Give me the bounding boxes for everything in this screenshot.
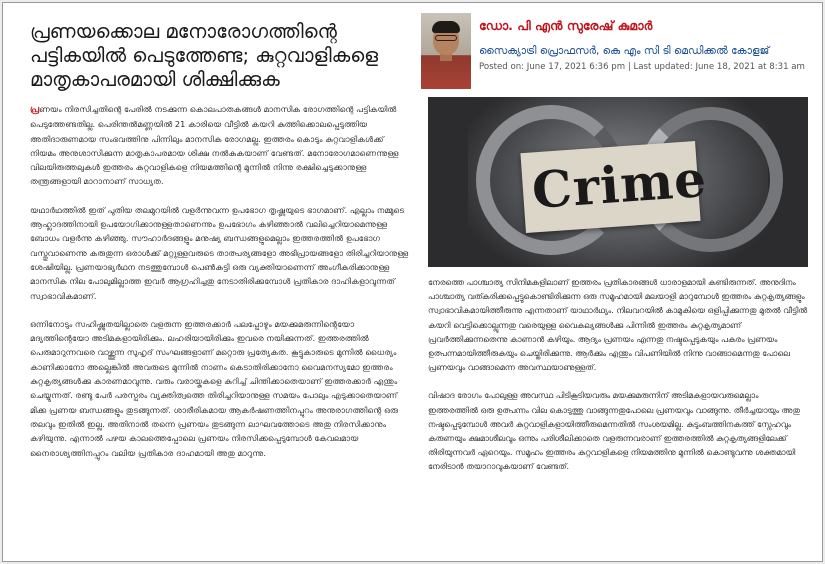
author-name[interactable]: ഡോ. പി എൻ സുരേഷ് കുമാർ (479, 18, 653, 33)
author-block (421, 13, 821, 95)
paragraph (30, 102, 410, 189)
article-body-left (30, 102, 410, 474)
paragraph: ഒന്നിനോടും സഹിഷ്ണുതയില്ലാതെ വളരുന്ന ഇത്തരക്കാർ പലപ്പോഴും മയക്കുമരുന്നിന്റെയോ മദ്യത്തിന്റെയോ അടിമകളായിരിക്കും. ലഹരിയായിരിക്കും ഇവരെ നയിക്കുന്നത്. ഇത്തരത്തിൽ പെരുമാറുന്നവരെ വാഴ്ത്തുന്ന സുഹൃദ് സംഘങ്ങളാണ് മറ്റൊരു പ്രത്യേകത. കൂട്ടുകാരുടെ മുന്നിൽ ധൈര്യം കാണിക്കാനോ അല്ലെങ്കിൽ അവരുടെ മുന്നിൽ നാണം കെടാതിരിക്കാനോ വൈമനസ്യമോ ഇത്തരം കുറ്റകൃത്യങ്ങൾക്കു കാരണമാവുന്നു. വരും വരായ്കകളെ കുറിച്ച് ചിന്തിക്കാതെയാണ് ഇത്തരക്കാർ എന്തും ചെയ്യുന്നത്. രണ്ടു പേർ പരസ്പരം വ്യക്തിത്വത്തെ തിരിച്ചറിയാനുള്ള സമയം പോലും എടുക്കാതെയാണ് മിക്ക പ്രണയ ബന്ധങ്ങളും തുടങ്ങുന്നത്. ശാരീരികമായ ആകർഷണത്തിനപ്പുറം അനുരാഗത്തിന്റെ ഒരു തലവും ഇതിൽ ഇല്ല. അതിനാൽ തന്നെ പ്രണയം തുടങ്ങുന്ന ലാഘവത്തോടെ അതു നിരസിക്കാനും കഴിയുന്നു. എന്നാൽ പഴയ കാലത്തെപ്പോലെ പ്രണയം നിരസിക്കപ്പെടുമ്പോൾ കേവലമായ നൈരാശ്യത്തിനപ്പുറം വലിയ പ്രതികാര ദാഹമായി അതു മാറുന്നു. (30, 318, 398, 458)
article-body-right (428, 276, 808, 489)
paragraph: വിഷാദ രോഗം പോലുള്ള അവസ്ഥ പിടികൂടിയവരും മയക്കുമരുന്നിന് അടിമകളായവരുമെല്ലാം ഇത്തരത്തിൽ ഒരു ഉത്പന്നം വില കൊടുത്തു വാങ്ങുന്നതുപോലെ പ്രണയവും വാങ്ങുന്നു. തീർച്ചയായും അതു നഷ്ടപ്പെടുമ്പോൾ അവർ കുറ്റവാളികളായിത്തീരുമെന്നതിൽ സംശയമില്ല. കുടുംബത്തിനകത്ത് സ്നേഹവും കരുണയും ക്ഷമാശീലവും ഒന്നും പരിശീലിക്കാതെ വളരുന്നവരാണ് ഇത്തരത്തിൽ കുറ്റകൃത്യങ്ങളിലേക്ക് തിരിയുന്നവർ ഏറെയും. സമൂഹം ഇത്തരം കുറ്റവാളികളെ നിയമത്തിനു മുന്നിൽ കൊണ്ടുവന്നു ശക്തമായി നേരിടാൻ തയാറാവുകയാണ് വേണ്ടത്. (428, 391, 800, 472)
page-frame (2, 2, 823, 562)
paragraph-text: ണയം നിരസിച്ചതിന്റെ പേരിൽ നടക്കുന്ന കൊലപാതകങ്ങൾ മാനസിക രോഗത്തിന്റെ പട്ടികയിൽ പെടുത്തേണ്ടതില്ല. പെരിന്തൽമണ്ണയിൽ 21 കാരിയെ വീട്ടിൽ കയറി കുത്തിക്കൊലപ്പെടുത്തിയ അതിദാരുണമായ സംഭവത്തിനു പിന്നിലും മാനസിക രോഗമല്ല. ഇത്തരം കൊടും കുറ്റവാളികൾക്ക് നിയമം അനുശാസിക്കുന്ന മാതൃകാപരമായ ശിക്ഷ നൽകുകയാണ് വേണ്ടത്. മനോരോഗമാണെന്നുള്ള വിലയിരുത്തലുകൾ ഇത്തരം കുറ്റവാളികളെ നിയമത്തിന്റെ മുന്നിൽ നിന്നു രക്ഷിച്ചെടുക്കാനുള്ള തന്ത്രങ്ങളായി മാറാനാണ് സാധ്യത. (30, 104, 399, 187)
article-headline: പ്രണയക്കൊല മനോരോഗത്തിന്റെ പട്ടികയിൽ പെടുത്തേണ്ട; കുറ്റവാളികളെ മാതൃകാപരമായി ശിക്ഷിക്കുക (30, 20, 379, 91)
author-role: സൈക്യാട്രി പ്രൊഫസർ, കെ എം സി ടി മെഡിക്കൽ കോളജ് (479, 45, 770, 57)
post-meta: Posted on: June 17, 2021 6:36 pm | Last updated: June 18, 2021 at 8:31 am (479, 62, 805, 72)
drop-cap: പ്ര (30, 105, 40, 115)
article-image-crime (428, 97, 808, 267)
author-avatar (421, 13, 471, 89)
paragraph: യഥാർഥത്തിൽ ഇത് പുതിയ തലമുറയിൽ വളർന്നുവന്ന ഉപഭോഗ തൃഷ്ണയുടെ ഭാഗമാണ്. എല്ലാം നമ്മുടെ ആഹ്ലാദത്തിനായി ഉപയോഗിക്കാനുള്ളതാണെന്നും ഉപഭോഗം കഴിഞ്ഞാൽ വലിച്ചെറിയാമെന്നുള്ള ബോധം വളർന്നു കഴിഞ്ഞു. സൗഹാർദങ്ങളും മനുഷ്യ ബന്ധങ്ങളുമെല്ലാം ഇത്തരത്തിൽ ഉപഭോഗ വസ്തുവാണെന്നു കരുതുന്ന ഒരാൾക്ക് മറ്റുള്ളവരുടെ താത്പര്യങ്ങളോ അഭിപ്രായങ്ങളോ തിരിച്ചറിയാനുള്ള ശേഷിയില്ല. പ്രണയാഭ്യർഥന നടത്തുമ്പോൾ പെൺകുട്ടി ഒരു വ്യക്തിയാണെന്ന് അംഗീകരിക്കാനുള്ള മാനസിക നില പോലുമില്ലാത്ത ഇവർ ആഗ്രഹിച്ചതു നേടാതിരിക്കുമ്പോൾ പ്രതികാര ദാഹികളാവുന്നത് സ്വാഭാവികമാണ്. (30, 204, 409, 301)
image-caption-word: Crime (530, 148, 709, 221)
paragraph: നേരത്തെ പാശ്ചാത്യ സിനിമകളിലാണ് ഇത്തരം പ്രതികാരങ്ങൾ ധാരാളമായി കണ്ടിരുന്നത്. അനുദിനം പാശ്ചാത്യ വത്കരിക്കപ്പെട്ടുകൊണ്ടിരിക്കുന്ന ഒരു സമൂഹമായി മലയാളി മാറുമ്പോൾ ഇത്തരം കുറ്റകൃത്യങ്ങളും സ്വാഭാവികമായിത്തീരുന്നു എന്നതാണ് യാഥാർഥ്യം. നിലവറയിൽ കാമുകിയെ ഒളിപ്പിക്കുന്നതു മുതൽ വീട്ടിൽ കയറി വെട്ടിക്കൊല്ലുന്നതു വരെയുള്ള വൈകല്യങ്ങൾക്കു പിന്നിൽ ഇത്തരം കുറ്റകൃത്യമാണ് പ്രവർത്തിക്കുന്നതെന്നു കാണാൻ കഴിയും. ആദ്യം പ്രണയം എന്നതു നഷ്ടപ്പെടുകയും പകരം പ്രണയം ഉത്പന്നമായിത്തീരുകയും ചെയ്തിരിക്കുന്നു. ആർക്കും എന്തും വിപണിയിൽ നിന്നു വാങ്ങാമെന്നതു പോലെ പ്രണയവും വാങ്ങാമെന്ന അവസ്ഥയാണുള്ളത്. (428, 278, 808, 373)
article-page (12, 10, 817, 556)
